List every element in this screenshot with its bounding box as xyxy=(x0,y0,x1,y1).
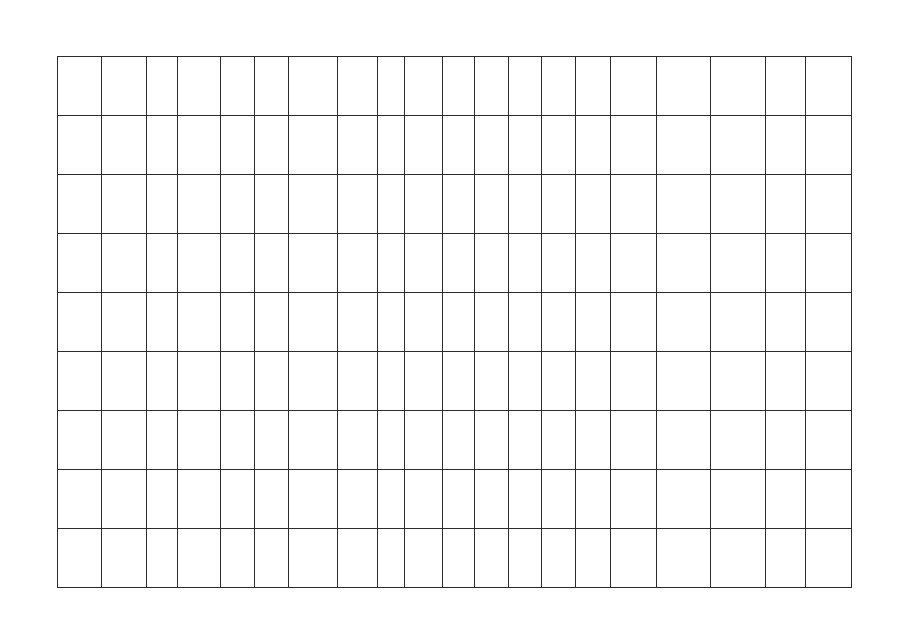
table-cell xyxy=(147,175,178,234)
table-cell xyxy=(147,470,178,529)
table-cell xyxy=(443,470,475,529)
table-cell xyxy=(542,529,576,588)
table-cell xyxy=(102,529,147,588)
table-cell xyxy=(289,116,338,175)
registry-table xyxy=(57,56,852,588)
table-cell xyxy=(806,234,852,293)
table-cell xyxy=(221,411,255,470)
table-cell xyxy=(475,175,509,234)
table-cell xyxy=(509,234,542,293)
table-cell xyxy=(806,470,852,529)
table-cell xyxy=(338,470,378,529)
table-cell xyxy=(657,293,711,352)
table-cell xyxy=(255,175,289,234)
table-cell xyxy=(711,234,766,293)
table-cell xyxy=(102,352,147,411)
table-cell xyxy=(576,411,611,470)
table-cell xyxy=(711,352,766,411)
table-cell xyxy=(338,529,378,588)
table-cell xyxy=(289,470,338,529)
table-cell xyxy=(102,57,147,116)
table-cell xyxy=(576,175,611,234)
table-cell xyxy=(766,57,806,116)
table-cell xyxy=(178,234,221,293)
table-cell xyxy=(289,234,338,293)
table-cell xyxy=(657,411,711,470)
table-cell xyxy=(338,234,378,293)
table-cell xyxy=(576,470,611,529)
table-cell xyxy=(542,234,576,293)
table-cell xyxy=(221,470,255,529)
table-cell xyxy=(102,116,147,175)
table-cell xyxy=(58,116,102,175)
table-cell xyxy=(378,175,405,234)
table-cell xyxy=(475,57,509,116)
table-cell xyxy=(509,293,542,352)
table-cell xyxy=(711,57,766,116)
table-cell xyxy=(657,529,711,588)
table-cell xyxy=(576,529,611,588)
table-cell xyxy=(289,57,338,116)
table-cell xyxy=(289,293,338,352)
table-cell xyxy=(542,470,576,529)
table-cell xyxy=(289,411,338,470)
table-cell xyxy=(711,470,766,529)
table-cell xyxy=(475,470,509,529)
table-row xyxy=(58,352,852,411)
table-cell xyxy=(766,175,806,234)
table-cell xyxy=(766,470,806,529)
table-cell xyxy=(378,411,405,470)
table-cell xyxy=(221,529,255,588)
table-cell xyxy=(178,529,221,588)
table-cell xyxy=(806,352,852,411)
table-cell xyxy=(542,411,576,470)
table-cell xyxy=(657,352,711,411)
table-cell xyxy=(378,293,405,352)
table-cell xyxy=(289,352,338,411)
table-cell xyxy=(711,411,766,470)
table-cell xyxy=(711,175,766,234)
table-cell xyxy=(611,470,657,529)
table-cell xyxy=(711,116,766,175)
table-cell xyxy=(509,411,542,470)
table-cell xyxy=(255,57,289,116)
table-cell xyxy=(657,470,711,529)
table-cell xyxy=(147,529,178,588)
table-row xyxy=(58,293,852,352)
table-cell xyxy=(405,411,443,470)
table-cell xyxy=(378,234,405,293)
table-cell xyxy=(178,470,221,529)
table-cell xyxy=(657,234,711,293)
table-cell xyxy=(405,234,443,293)
table-cell xyxy=(289,529,338,588)
table-row xyxy=(58,175,852,234)
table-cell xyxy=(542,293,576,352)
table-cell xyxy=(611,234,657,293)
table-cell xyxy=(611,411,657,470)
table-cell xyxy=(443,293,475,352)
table-cell xyxy=(509,352,542,411)
table-cell xyxy=(711,293,766,352)
table-cell xyxy=(58,293,102,352)
table-cell xyxy=(766,529,806,588)
table-cell xyxy=(221,57,255,116)
table-cell xyxy=(405,116,443,175)
table-cell xyxy=(576,352,611,411)
table-cell xyxy=(576,293,611,352)
table-cell xyxy=(58,529,102,588)
table-cell xyxy=(178,411,221,470)
table-cell xyxy=(611,175,657,234)
table-cell xyxy=(378,529,405,588)
table-cell xyxy=(509,529,542,588)
table-cell xyxy=(509,57,542,116)
table-cell xyxy=(443,57,475,116)
table-row xyxy=(58,470,852,529)
table-cell xyxy=(475,234,509,293)
table-cell xyxy=(542,175,576,234)
table-row xyxy=(58,116,852,175)
table-cell xyxy=(443,116,475,175)
table-cell xyxy=(611,116,657,175)
table-cell xyxy=(806,411,852,470)
table-cell xyxy=(147,234,178,293)
table-cell xyxy=(338,411,378,470)
table-cell xyxy=(378,57,405,116)
table-cell xyxy=(576,57,611,116)
table-cell xyxy=(255,293,289,352)
table-cell xyxy=(338,175,378,234)
table-cell xyxy=(221,352,255,411)
table-cell xyxy=(255,234,289,293)
table-cell xyxy=(766,234,806,293)
table-cell xyxy=(509,470,542,529)
table-cell xyxy=(147,116,178,175)
table-cell xyxy=(611,57,657,116)
table-cell xyxy=(711,529,766,588)
table-cell xyxy=(475,293,509,352)
table-cell xyxy=(255,470,289,529)
table-cell xyxy=(766,293,806,352)
table-row xyxy=(58,234,852,293)
table-cell xyxy=(405,293,443,352)
table-cell xyxy=(221,116,255,175)
table-row xyxy=(58,411,852,470)
table-cell xyxy=(806,529,852,588)
registry-table-body xyxy=(58,57,852,588)
table-cell xyxy=(405,529,443,588)
table-cell xyxy=(147,57,178,116)
table-cell xyxy=(58,411,102,470)
table-cell xyxy=(289,175,338,234)
table-cell xyxy=(102,293,147,352)
table-row xyxy=(58,57,852,116)
table-cell xyxy=(221,293,255,352)
table-cell xyxy=(58,470,102,529)
table-cell xyxy=(576,116,611,175)
table-cell xyxy=(255,352,289,411)
table-cell xyxy=(766,411,806,470)
table-cell xyxy=(405,175,443,234)
table-cell xyxy=(475,529,509,588)
table-cell xyxy=(147,352,178,411)
table-cell xyxy=(102,234,147,293)
table-cell xyxy=(147,293,178,352)
table-cell xyxy=(102,411,147,470)
table-cell xyxy=(443,352,475,411)
table-cell xyxy=(102,470,147,529)
table-cell xyxy=(255,116,289,175)
table-cell xyxy=(443,411,475,470)
table-cell xyxy=(475,116,509,175)
table-cell xyxy=(405,352,443,411)
table-cell xyxy=(611,529,657,588)
table-cell xyxy=(542,116,576,175)
table-cell xyxy=(475,352,509,411)
table-cell xyxy=(405,57,443,116)
table-cell xyxy=(178,175,221,234)
table-cell xyxy=(576,234,611,293)
table-cell xyxy=(443,234,475,293)
table-cell xyxy=(255,529,289,588)
table-cell xyxy=(443,529,475,588)
table-cell xyxy=(338,116,378,175)
table-cell xyxy=(58,175,102,234)
table-cell xyxy=(542,57,576,116)
table-row xyxy=(58,529,852,588)
table-cell xyxy=(766,352,806,411)
table-cell xyxy=(405,470,443,529)
table-cell xyxy=(657,175,711,234)
table-cell xyxy=(58,234,102,293)
table-cell xyxy=(178,352,221,411)
table-cell xyxy=(102,175,147,234)
table-cell xyxy=(378,352,405,411)
table-cell xyxy=(509,116,542,175)
table-cell xyxy=(806,293,852,352)
table-cell xyxy=(58,352,102,411)
table-cell xyxy=(766,116,806,175)
table-cell xyxy=(178,57,221,116)
table-cell xyxy=(338,57,378,116)
table-cell xyxy=(611,352,657,411)
table-cell xyxy=(475,411,509,470)
table-cell xyxy=(806,116,852,175)
table-cell xyxy=(178,293,221,352)
table-cell xyxy=(338,352,378,411)
table-cell xyxy=(611,293,657,352)
table-cell xyxy=(443,175,475,234)
table-cell xyxy=(657,57,711,116)
table-cell xyxy=(255,411,289,470)
table-cell xyxy=(147,411,178,470)
table-cell xyxy=(657,116,711,175)
table-cell xyxy=(542,352,576,411)
table-cell xyxy=(378,470,405,529)
table-cell xyxy=(806,57,852,116)
table-cell xyxy=(338,293,378,352)
table-cell xyxy=(378,116,405,175)
table-cell xyxy=(509,175,542,234)
table-cell xyxy=(58,57,102,116)
table-cell xyxy=(221,234,255,293)
table-cell xyxy=(806,175,852,234)
table-cell xyxy=(221,175,255,234)
table-cell xyxy=(178,116,221,175)
